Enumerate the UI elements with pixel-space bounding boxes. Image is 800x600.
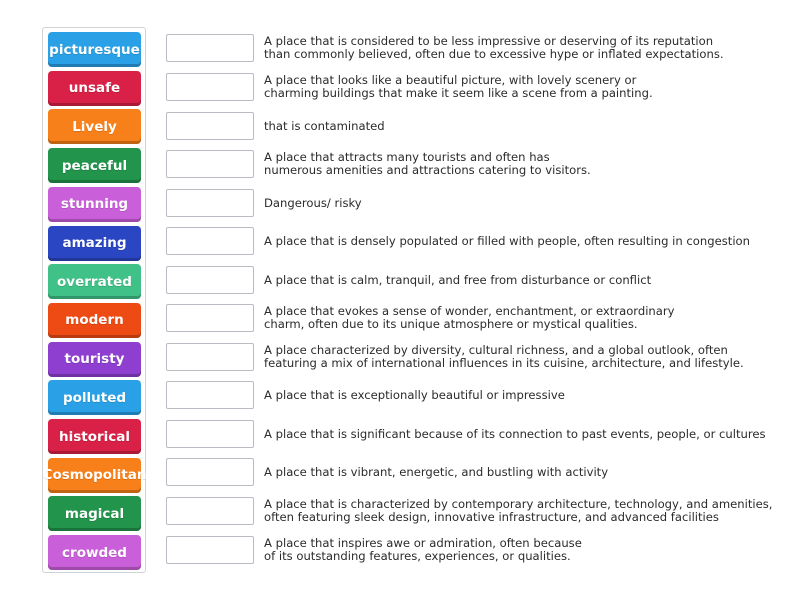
answer-slot[interactable]: [166, 112, 254, 140]
definition-text: A place that is characterized by contemporary architecture, technology, and amenities, often featuring sleek design, innovative infrastructure, and advanced facilities: [264, 497, 773, 524]
definition-text: that is contaminated: [264, 118, 385, 133]
word-tile-peaceful[interactable]: peaceful: [48, 148, 141, 183]
definition-text: A place that evokes a sense of wonder, enchantment, or extraordinary charm, often due to its unique atmosphere or mystical qualities.: [264, 304, 675, 331]
word-tile-amazing[interactable]: amazing: [48, 226, 141, 261]
answer-slot[interactable]: [166, 266, 254, 294]
answer-slot[interactable]: [166, 34, 254, 62]
answer-slot[interactable]: [166, 304, 254, 332]
answer-slot[interactable]: [166, 458, 254, 486]
word-tile-stunning[interactable]: stunning: [48, 187, 141, 222]
word-tile-panel: [42, 27, 146, 573]
definition-text: A place that is considered to be less impressive or deserving of its reputation than commonly believed, often due to excessive hype or inflated expectations.: [264, 34, 724, 61]
definition-text: A place characterized by diversity, cultural richness, and a global outlook, often featuring a mix of international influences in its cuisine, architecture, and lifestyle.: [264, 343, 744, 370]
answer-slot[interactable]: [166, 497, 254, 525]
word-tile-picturesque[interactable]: picturesque: [48, 32, 141, 67]
word-tile-cosmopolitan[interactable]: Cosmopolitan: [48, 458, 141, 493]
definition-text: A place that is vibrant, energetic, and bustling with activity: [264, 464, 609, 479]
answer-slot[interactable]: [166, 343, 254, 371]
word-tile-magical[interactable]: magical: [48, 496, 141, 531]
word-tile-modern[interactable]: modern: [48, 303, 141, 338]
definition-text: A place that is densely populated or filled with people, often resulting in congestion: [264, 233, 750, 248]
definition-text: A place that is exceptionally beautiful or impressive: [264, 387, 565, 402]
answer-slot[interactable]: [166, 189, 254, 217]
definition-text: A place that looks like a beautiful picture, with lovely scenery or charming buildings that make it seem like a scene from a painting.: [264, 73, 653, 100]
definition-text: A place that is significant because of its connection to past events, people, or cultures: [264, 426, 766, 441]
answer-slot[interactable]: [166, 73, 254, 101]
answer-slot[interactable]: [166, 150, 254, 178]
word-tile-crowded[interactable]: crowded: [48, 535, 141, 570]
definition-text: A place that is calm, tranquil, and free from disturbance or conflict: [264, 272, 652, 287]
word-tile-touristy[interactable]: touristy: [48, 342, 141, 377]
definition-text: Dangerous/ risky: [264, 195, 362, 210]
answer-slot[interactable]: [166, 381, 254, 409]
word-tile-overrated[interactable]: overrated: [48, 264, 141, 299]
answer-slot[interactable]: [166, 227, 254, 255]
word-tile-polluted[interactable]: polluted: [48, 380, 141, 415]
answer-slot[interactable]: [166, 536, 254, 564]
word-tile-historical[interactable]: historical: [48, 419, 141, 454]
answer-slot[interactable]: [166, 420, 254, 448]
definition-text: A place that inspires awe or admiration, often because of its outstanding features, experiences, or qualities.: [264, 536, 582, 563]
definition-text: A place that attracts many tourists and often has numerous amenities and attractions catering to visitors.: [264, 150, 591, 177]
word-tile-unsafe[interactable]: unsafe: [48, 71, 141, 106]
word-tile-lively[interactable]: Lively: [48, 109, 141, 144]
